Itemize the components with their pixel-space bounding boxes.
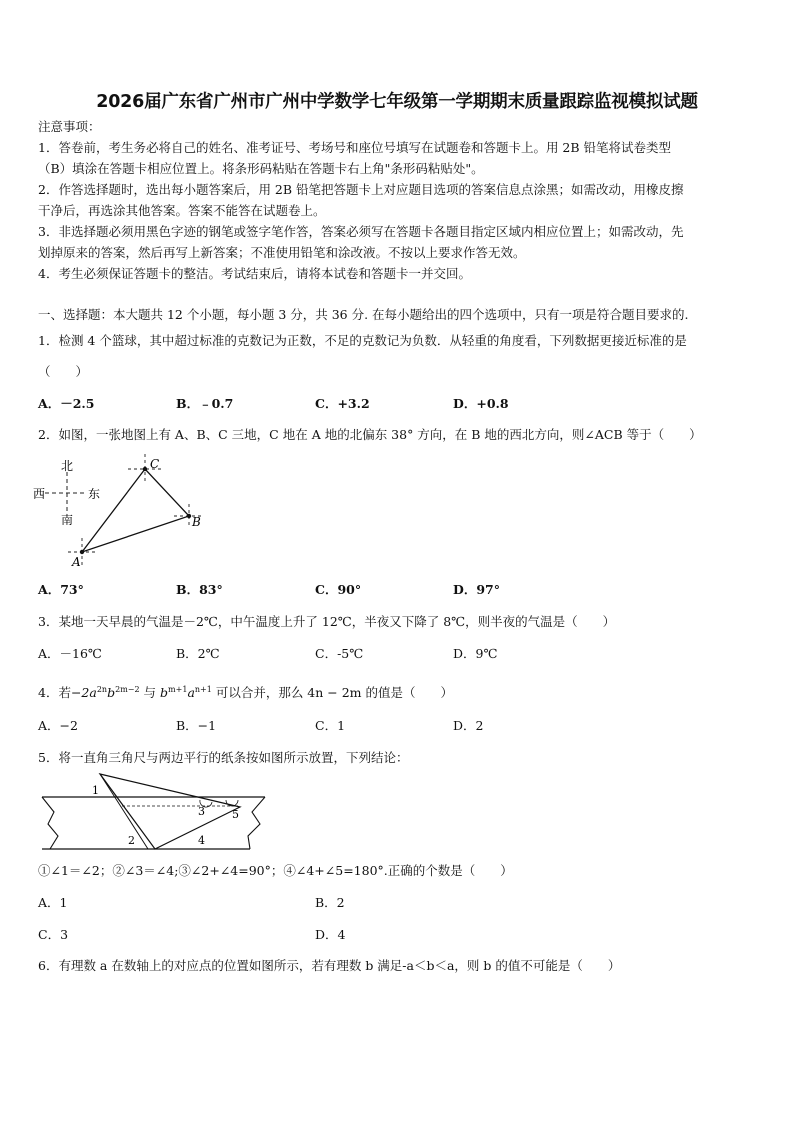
point-c <box>143 467 147 471</box>
angle-label-5: 5 <box>232 808 239 821</box>
question-4-stem: 4．若$-2a^{2n}b^{2m-2}$ 与 $b^{m+1}a^{n+1}$ 可以合并，那么 4n − 2m 的值是（ ） <box>38 685 453 701</box>
q3-option-d: D．9℃ <box>453 646 498 661</box>
q3-option-b: B．2℃ <box>176 646 220 661</box>
section-heading: 一、选择题：本大题共 12 个小题，每小题 3 分，共 36 分. 在每小题给出的四个选项中，只有一项是符合题目要求的. <box>38 307 689 322</box>
q1-option-c: C．+3.2 <box>315 396 370 411</box>
q4-option-b: B．−1 <box>176 718 217 733</box>
page-title: 2026届广东省广州市广州中学数学七年级第一学期期末质量跟踪监视模拟试题 <box>96 92 698 112</box>
q4-option-c: C．1 <box>315 718 346 733</box>
q5-option-b: B．2 <box>315 895 345 910</box>
question-2-stem: 2．如图，一张地图上有 A、B、C 三地，C 地在 A 地的北偏东 38° 方向，在 B 地的西北方向，则∠ACB 等于（ ） <box>38 427 702 442</box>
question-6-stem: 6．有理数 a 在数轴上的对应点的位置如图所示，若有理数 b 满足-a＜b＜a，则 b 的值不可能是（ ） <box>38 958 621 973</box>
point-b <box>187 514 191 518</box>
q1-option-d: D．+0.8 <box>453 396 509 411</box>
angle-label-1: 1 <box>92 784 99 797</box>
notice-line: 4．考生必须保证答题卡的整洁。考试结束后，请将本试卷和答题卡一并交回。 <box>38 266 471 281</box>
question-1-stem: 1．检测 4 个篮球，其中超过标准的克数记为正数，不足的克数记为负数．从轻重的角度看，下列数据更接近标准的是 <box>38 333 687 348</box>
notice-line: 划掉原来的答案，然后再写上新答案；不准使用铅笔和涂改液。不按以上要求作答无效。 <box>38 245 526 260</box>
label-c: C <box>150 457 160 471</box>
compass-south: 南 <box>61 513 74 527</box>
notice-line: 1．答卷前，考生务必将自己的姓名、准考证号、考场号和座位号填写在试题卷和答题卡上。用 2B 铅笔将试卷类型 <box>38 140 672 155</box>
q3-option-a: A．－16℃ <box>38 646 102 661</box>
notice-line: （B）填涂在答题卡相应位置上。将条形码粘贴在答题卡右上角"条形码粘贴处"。 <box>38 161 484 176</box>
ruler-inner-edge <box>100 774 148 849</box>
q2-option-c: C．90° <box>315 582 362 597</box>
q5-option-c: C．3 <box>38 927 69 942</box>
q4-option-a: A．−2 <box>38 718 78 733</box>
q5-strip-figure <box>40 772 275 854</box>
compass-north: 北 <box>61 459 74 473</box>
q2-option-a: A．73° <box>38 582 84 597</box>
question-3-stem: 3．某地一天早晨的气温是－2℃，中午温度上升了 12℃，半夜又下降了 8℃，则半夜的气温是（ ） <box>38 614 616 629</box>
notice-heading: 注意事项： <box>38 119 101 134</box>
q1-option-a: A．－2.5 <box>38 396 95 411</box>
compass-east: 东 <box>88 487 101 501</box>
compass-west: 西 <box>33 487 46 501</box>
q5-option-d: D．4 <box>315 927 346 942</box>
q3-option-c: C．-5℃ <box>315 646 364 661</box>
angle-label-3: 3 <box>198 805 205 818</box>
angle-label-2: 2 <box>128 834 135 847</box>
q2-option-b: B．83° <box>176 582 223 597</box>
notice-line: 干净后，再选涂其他答案。答案不能答在试题卷上。 <box>38 203 326 218</box>
q5-option-a: A．1 <box>38 895 68 910</box>
q1-option-b: B．﹣0.7 <box>176 396 234 411</box>
notice-line: 3．非选择题必须用黑色字迹的钢笔或签字笔作答，答案必须写在答题卡各题目指定区域内相应位置上；如需改动，先 <box>38 224 684 239</box>
point-a <box>80 550 84 554</box>
question-1-paren: （ ） <box>38 364 89 379</box>
q4-option-d: D．2 <box>453 718 484 733</box>
q2-map-figure <box>30 452 220 572</box>
label-a: A <box>72 555 81 569</box>
triangle-ruler <box>100 774 240 849</box>
question-5-conclusions: ①∠1＝∠2；②∠3＝∠4;③∠2+∠4=90°；④∠4+∠5=180°.正确的个数是（ ） <box>38 863 513 878</box>
label-b: B <box>192 515 201 529</box>
triangle-abc <box>82 469 189 552</box>
angle-label-4: 4 <box>198 834 205 847</box>
question-5-stem: 5．将一直角三角尺与两边平行的纸条按如图所示放置，下列结论： <box>38 750 409 765</box>
q2-option-d: D．97° <box>453 582 500 597</box>
notice-line: 2．作答选择题时，选出每小题答案后，用 2B 铅笔把答题卡上对应题目选项的答案信息点涂黑；如需改动，用橡皮擦 <box>38 182 684 197</box>
